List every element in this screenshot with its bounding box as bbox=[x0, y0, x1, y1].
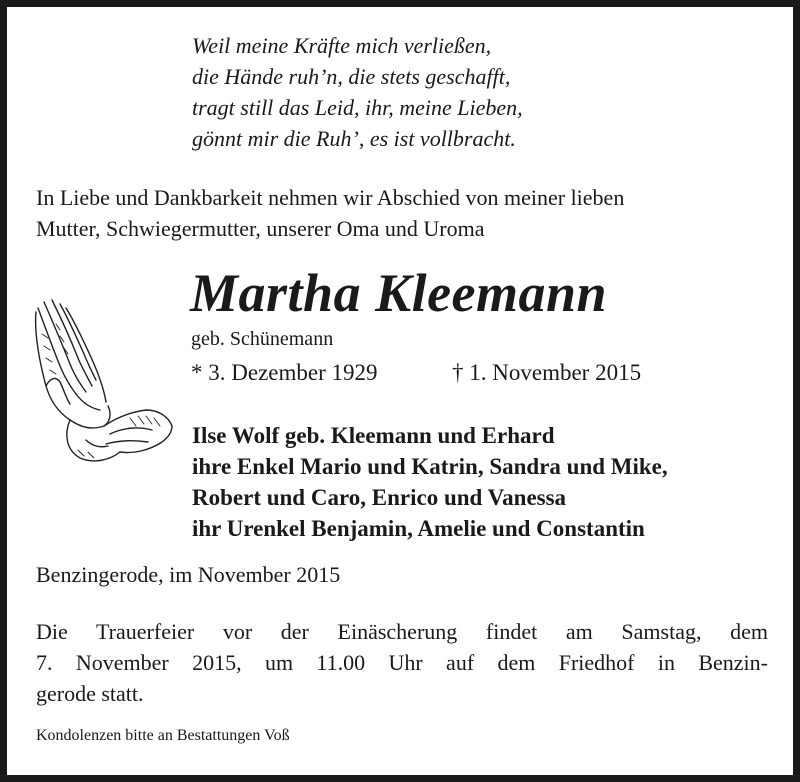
intro-line: In Liebe und Dankbarkeit nehmen wir Abschied von meiner lieben bbox=[36, 185, 625, 210]
family-line: Ilse Wolf geb. Kleemann und Erhard bbox=[192, 423, 555, 448]
notice-line: gerode statt. bbox=[36, 681, 144, 706]
poem-line: Weil meine Kräfte mich verließen, bbox=[192, 33, 492, 58]
notice-line: Die Trauerfeier vor der Einäscherung findet am Samstag, dem bbox=[36, 619, 768, 644]
poem-line: tragt still das Leid, ihr, meine Lieben, bbox=[192, 95, 523, 120]
deceased-name: Martha Kleemann bbox=[190, 263, 608, 323]
death-date: † 1. November 2015 bbox=[452, 360, 642, 385]
place-date: Benzingerode, im November 2015 bbox=[36, 562, 341, 587]
family-list bbox=[192, 420, 668, 544]
poem-line: gönnt mir die Ruh’, es ist vollbracht. bbox=[192, 126, 516, 151]
family-line: ihre Enkel Mario und Katrin, Sandra und Mike, bbox=[192, 454, 668, 479]
poem-line: die Hände ruh’n, die stets geschafft, bbox=[192, 64, 511, 89]
intro-text bbox=[36, 182, 776, 244]
notice-line: 7. November 2015, um 11.00 Uhr auf dem Friedhof in Benzin- bbox=[36, 650, 768, 675]
maiden-name: geb. Schünemann bbox=[191, 328, 334, 350]
funeral-notice bbox=[36, 616, 768, 709]
birth-date: * 3. Dezember 1929 bbox=[191, 360, 378, 385]
praying-hands-icon bbox=[30, 294, 176, 466]
condolence-note: Kondolenzen bitte an Bestattungen Voß bbox=[36, 727, 290, 744]
poem bbox=[192, 30, 523, 154]
family-line: ihr Urenkel Benjamin, Amelie und Constantin bbox=[192, 516, 645, 541]
intro-line: Mutter, Schwiegermutter, unserer Oma und Uroma bbox=[36, 216, 485, 241]
family-line: Robert und Caro, Enrico und Vanessa bbox=[192, 485, 567, 510]
